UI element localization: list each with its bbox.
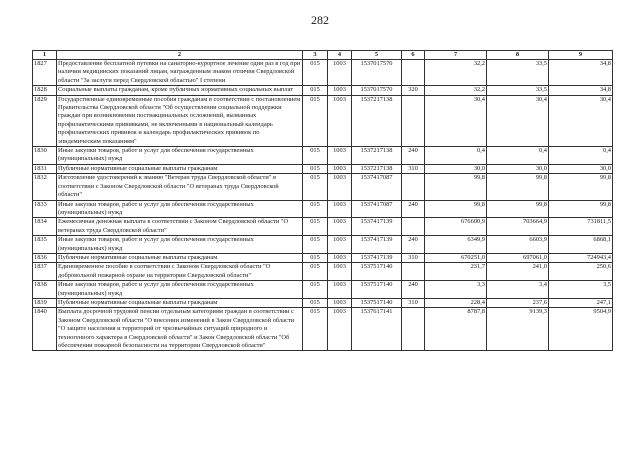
header-cell: 3 (303, 51, 328, 60)
row-target-code: 1537417139 (352, 218, 402, 236)
row-amount-year3: 99,8 (549, 174, 613, 200)
row-number: 1831 (33, 164, 57, 173)
row-expense-type (402, 174, 425, 200)
row-number: 1840 (33, 308, 57, 351)
row-admin-code: 015 (303, 236, 328, 254)
table-row (33, 253, 613, 262)
row-admin-code: 015 (303, 263, 328, 281)
row-description: Единовременное пособие в соответствии с Законом Свердловской области "О добровольной пожарной охране на территории Свердловской области" (57, 263, 303, 281)
row-section-code: 1003 (328, 236, 352, 254)
row-amount-year1: 99,8 (425, 200, 487, 218)
row-target-code: 1537217138 (352, 164, 402, 173)
row-expense-type (402, 60, 425, 86)
row-admin-code: 015 (303, 253, 328, 262)
table-row (33, 174, 613, 200)
row-description: Публичные нормативные социальные выплаты гражданам (57, 164, 303, 173)
row-amount-year1: 30,0 (425, 164, 487, 173)
row-description: Государственные единовременные пособия гражданам в соответствии с постановлением Правительства Свердловской области "Об осуществлении социальной поддержки граждан при возникновении поствакцинальных осложнений, вызванных профилактическими прививками, не включенными в национальный календарь профилактических прививок и календарь профилактических прививок по эпидемическим показаниям" (57, 95, 303, 146)
table-row (33, 281, 613, 299)
row-admin-code: 015 (303, 164, 328, 173)
row-description: Изготовление удостоверений к званию "Ветеран труда Свердловской области" в соответствии с Законом Свердловской области "О ветеранах труда Свердловской области" (57, 174, 303, 200)
table-row (33, 164, 613, 173)
row-amount-year2: 33,5 (487, 86, 549, 95)
row-description: Иные закупки товаров, работ и услуг для обеспечения государственных (муниципальных) нужд (57, 200, 303, 218)
row-target-code: 1537417139 (352, 253, 402, 262)
row-section-code: 1003 (328, 298, 352, 307)
row-section-code: 1003 (328, 86, 352, 95)
row-amount-year2: 237,6 (487, 298, 549, 307)
row-target-code: 1537417087 (352, 200, 402, 218)
row-admin-code: 015 (303, 218, 328, 236)
row-amount-year3: 9504,9 (549, 308, 613, 351)
row-amount-year2: 703664,9 (487, 218, 549, 236)
row-target-code: 1537517140 (352, 281, 402, 299)
row-section-code: 1003 (328, 200, 352, 218)
row-section-code: 1003 (328, 218, 352, 236)
table-row (33, 200, 613, 218)
row-admin-code: 015 (303, 308, 328, 351)
row-amount-year3: 34,8 (549, 60, 613, 86)
row-admin-code: 015 (303, 174, 328, 200)
row-expense-type: 240 (402, 281, 425, 299)
table-row (33, 308, 613, 351)
budget-table (32, 50, 613, 351)
row-amount-year1: 32,2 (425, 86, 487, 95)
row-expense-type: 310 (402, 298, 425, 307)
row-expense-type: 240 (402, 147, 425, 165)
row-number: 1832 (33, 174, 57, 200)
table-row (33, 236, 613, 254)
row-target-code: 1537417139 (352, 236, 402, 254)
row-section-code: 1003 (328, 95, 352, 146)
row-description: Иные закупки товаров, работ и услуг для обеспечения государственных (муниципальных) нужд (57, 236, 303, 254)
header-cell: 8 (487, 51, 549, 60)
table-row (33, 218, 613, 236)
row-description: Выплата досрочной трудовой пенсии отдельным категориям граждан в соответствии с Законом Свердловской области "О внесении изменений в Закон Свердловской области "О защите населения и территорий от чрезвычайных ситуаций природного и техногенного характера в Свердловской области" и Закон Свердловской области "Об обеспечении пожарной безопасности на территории Свердловской области" (57, 308, 303, 351)
row-number: 1839 (33, 298, 57, 307)
row-amount-year3: 250,6 (549, 263, 613, 281)
header-row (33, 51, 613, 60)
table-row (33, 263, 613, 281)
row-expense-type (402, 218, 425, 236)
row-amount-year2: 33,5 (487, 60, 549, 86)
row-admin-code: 015 (303, 86, 328, 95)
row-amount-year2: 30,4 (487, 95, 549, 146)
row-amount-year3: 724943,4 (549, 253, 613, 262)
row-amount-year2: 99,8 (487, 174, 549, 200)
row-amount-year2: 6603,9 (487, 236, 549, 254)
row-amount-year2: 3,4 (487, 281, 549, 299)
row-amount-year2: 0,4 (487, 147, 549, 165)
row-number: 1828 (33, 86, 57, 95)
row-expense-type: 320 (402, 86, 425, 95)
row-number: 1838 (33, 281, 57, 299)
row-description: Социальные выплаты гражданам, кроме публичных нормативных социальных выплат (57, 86, 303, 95)
row-target-code: 1537517140 (352, 298, 402, 307)
table-body (33, 60, 613, 351)
row-target-code: 1537417087 (352, 174, 402, 200)
row-amount-year1: 0,4 (425, 147, 487, 165)
header-cell: 1 (33, 51, 57, 60)
row-number: 1836 (33, 253, 57, 262)
row-amount-year3: 0,4 (549, 147, 613, 165)
row-amount-year3: 731811,5 (549, 218, 613, 236)
row-expense-type: 240 (402, 236, 425, 254)
row-number: 1827 (33, 60, 57, 86)
row-amount-year3: 30,4 (549, 95, 613, 146)
row-admin-code: 015 (303, 60, 328, 86)
table-row (33, 147, 613, 165)
row-target-code: 1537017570 (352, 86, 402, 95)
header-cell: 7 (425, 51, 487, 60)
header-cell: 6 (402, 51, 425, 60)
row-amount-year1: 3,3 (425, 281, 487, 299)
row-description: Публичные нормативные социальные выплаты гражданам (57, 298, 303, 307)
row-amount-year3: 99,8 (549, 200, 613, 218)
row-admin-code: 015 (303, 298, 328, 307)
header-cell: 2 (57, 51, 303, 60)
row-amount-year1: 99,8 (425, 174, 487, 200)
row-expense-type: 310 (402, 164, 425, 173)
header-cell: 4 (328, 51, 352, 60)
row-expense-type (402, 95, 425, 146)
row-target-code: 1537517140 (352, 263, 402, 281)
table-row (33, 95, 613, 146)
row-description: Предоставление бесплатной путевки на санаторно-курортное лечение один раз в год при наличии медицинских показаний лицам, награжденным знаком отличия Свердловской области "За заслуги перед Свердловской областью" I степени (57, 60, 303, 86)
row-target-code: 1537217138 (352, 147, 402, 165)
row-number: 1835 (33, 236, 57, 254)
row-amount-year1: 6349,9 (425, 236, 487, 254)
row-number: 1829 (33, 95, 57, 146)
row-amount-year2: 99,8 (487, 200, 549, 218)
row-amount-year1: 8787,8 (425, 308, 487, 351)
row-amount-year1: 670251,0 (425, 253, 487, 262)
row-admin-code: 015 (303, 281, 328, 299)
row-section-code: 1003 (328, 308, 352, 351)
page-number: 282 (311, 13, 329, 27)
row-amount-year1: 30,4 (425, 95, 487, 146)
row-amount-year2: 697061,0 (487, 253, 549, 262)
row-section-code: 1003 (328, 281, 352, 299)
row-description: Публичные нормативные социальные выплаты гражданам (57, 253, 303, 262)
row-number: 1837 (33, 263, 57, 281)
row-expense-type (402, 263, 425, 281)
row-admin-code: 015 (303, 147, 328, 165)
row-amount-year2: 9139,3 (487, 308, 549, 351)
row-section-code: 1003 (328, 147, 352, 165)
row-admin-code: 015 (303, 95, 328, 146)
row-section-code: 1003 (328, 60, 352, 86)
row-number: 1834 (33, 218, 57, 236)
row-section-code: 1003 (328, 164, 352, 173)
row-section-code: 1003 (328, 253, 352, 262)
row-number: 1830 (33, 147, 57, 165)
row-amount-year2: 241,0 (487, 263, 549, 281)
row-target-code: 1537617141 (352, 308, 402, 351)
row-target-code: 1537017570 (352, 60, 402, 86)
row-number: 1833 (33, 200, 57, 218)
row-amount-year1: 231,7 (425, 263, 487, 281)
row-amount-year1: 32,2 (425, 60, 487, 86)
row-description: Ежемесячная денежная выплата в соответствии с Законом Свердловской области "О ветеранах труда Свердловской области" (57, 218, 303, 236)
row-amount-year2: 30,0 (487, 164, 549, 173)
row-amount-year3: 30,0 (549, 164, 613, 173)
row-section-code: 1003 (328, 263, 352, 281)
row-amount-year1: 228,4 (425, 298, 487, 307)
table-row (33, 86, 613, 95)
table-row (33, 60, 613, 86)
header-cell: 9 (549, 51, 613, 60)
row-section-code: 1003 (328, 174, 352, 200)
row-description: Иные закупки товаров, работ и услуг для обеспечения государственных (муниципальных) нужд (57, 281, 303, 299)
table-row (33, 298, 613, 307)
row-description: Иные закупки товаров, работ и услуг для обеспечения государственных (муниципальных) нужд (57, 147, 303, 165)
row-amount-year1: 676600,9 (425, 218, 487, 236)
row-target-code: 1537217138 (352, 95, 402, 146)
row-amount-year3: 6868,1 (549, 236, 613, 254)
row-amount-year3: 3,5 (549, 281, 613, 299)
row-amount-year3: 247,1 (549, 298, 613, 307)
header-cell: 5 (352, 51, 402, 60)
row-amount-year3: 34,8 (549, 86, 613, 95)
row-expense-type: 240 (402, 200, 425, 218)
row-admin-code: 015 (303, 200, 328, 218)
row-expense-type: 310 (402, 253, 425, 262)
row-expense-type (402, 308, 425, 351)
